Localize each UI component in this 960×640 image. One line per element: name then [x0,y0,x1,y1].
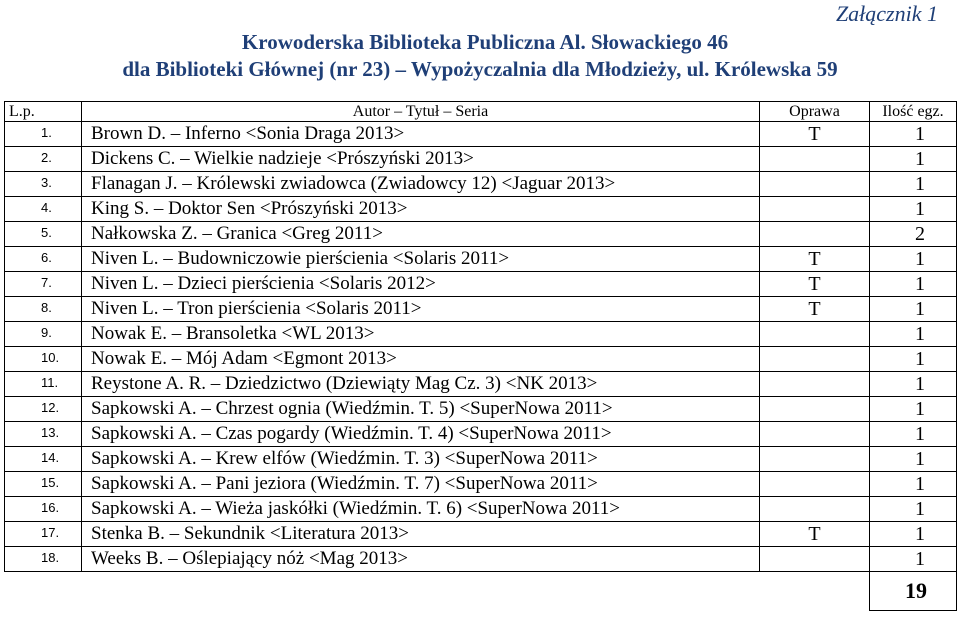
branch-subheading: dla Biblioteki Głównej (nr 23) – Wypożyczalnia dla Młodzieży, ul. Królewska 59 [122,57,838,81]
table-row [5,447,957,472]
table-row [5,497,957,522]
row-quantity: 1 [870,297,957,322]
row-quantity: 1 [870,497,957,522]
row-title: Brown D. – Inferno <Sonia Draga 2013> [82,122,760,147]
total-row-spacer [760,572,870,611]
table-row [5,247,957,272]
row-title: Sapkowski A. – Wieża jaskółki (Wiedźmin. T. 6) <SuperNowa 2011> [82,497,760,522]
row-title: Nowak E. – Bransoletka <WL 2013> [82,322,760,347]
row-binding [760,447,870,472]
row-number: 12. [5,397,82,422]
row-number: 1. [5,122,82,147]
row-number: 2. [5,147,82,172]
table-row [5,472,957,497]
row-number: 7. [5,272,82,297]
row-binding: T [760,522,870,547]
row-quantity: 2 [870,222,957,247]
total-quantity: 19 [870,572,957,611]
row-quantity: 1 [870,472,957,497]
row-quantity: 1 [870,397,957,422]
row-number: 6. [5,247,82,272]
row-title: Sapkowski A. – Krew elfów (Wiedźmin. T. 3) <SuperNowa 2011> [82,447,760,472]
row-quantity: 1 [870,322,957,347]
row-binding [760,347,870,372]
table-header-row [5,102,957,122]
row-binding [760,147,870,172]
row-binding [760,172,870,197]
row-quantity: 1 [870,147,957,172]
row-binding [760,497,870,522]
row-binding: T [760,122,870,147]
row-number: 4. [5,197,82,222]
row-binding [760,372,870,397]
row-title: Nałkowska Z. – Granica <Greg 2011> [82,222,760,247]
row-title: Flanagan J. – Królewski zwiadowca (Zwiadowcy 12) <Jaguar 2013> [82,172,760,197]
row-number: 9. [5,322,82,347]
row-title: Niven L. – Dzieci pierścienia <Solaris 2012> [82,272,760,297]
row-binding [760,197,870,222]
row-number: 8. [5,297,82,322]
total-row [5,572,957,611]
row-quantity: 1 [870,372,957,397]
table-body [5,102,957,611]
row-quantity: 1 [870,347,957,372]
row-title: Sapkowski A. – Czas pogardy (Wiedźmin. T. 4) <SuperNowa 2011> [82,422,760,447]
row-number: 17. [5,522,82,547]
row-number: 5. [5,222,82,247]
row-number: 15. [5,472,82,497]
row-title: Dickens C. – Wielkie nadzieje <Prószyński 2013> [82,147,760,172]
row-title: Sapkowski A. – Pani jeziora (Wiedźmin. T. 7) <SuperNowa 2011> [82,472,760,497]
total-row-spacer [82,572,760,611]
row-title: Reystone A. R. – Dziedzictwo (Dziewiąty Mag Cz. 3) <NK 2013> [82,372,760,397]
row-number: 13. [5,422,82,447]
row-title: Weeks B. – Oślepiający nóż <Mag 2013> [82,547,760,572]
column-header-title: Autor – Tytuł – Seria [82,102,760,122]
table-row [5,347,957,372]
row-quantity: 1 [870,272,957,297]
row-binding [760,222,870,247]
row-number: 14. [5,447,82,472]
row-binding: T [760,297,870,322]
table-row [5,522,957,547]
row-number: 16. [5,497,82,522]
table-row [5,122,957,147]
row-title: Sapkowski A. – Chrzest ognia (Wiedźmin. T. 5) <SuperNowa 2011> [82,397,760,422]
row-title: King S. – Doktor Sen <Prószyński 2013> [82,197,760,222]
total-row-spacer [5,572,82,611]
row-binding [760,547,870,572]
table-row [5,272,957,297]
table-row [5,222,957,247]
row-quantity: 1 [870,447,957,472]
table-row [5,372,957,397]
row-title: Stenka B. – Sekundnik <Literatura 2013> [82,522,760,547]
library-name-heading: Krowoderska Biblioteka Publiczna Al. Słowackiego 46 [241,30,729,54]
row-number: 11. [5,372,82,397]
annex-label: Załącznik 1 [835,1,938,26]
book-list-table [4,101,957,611]
row-quantity: 1 [870,122,957,147]
row-binding [760,322,870,347]
row-quantity: 1 [870,197,957,222]
row-number: 3. [5,172,82,197]
row-title: Niven L. – Budowniczowie pierścienia <Solaris 2011> [82,247,760,272]
table-row [5,322,957,347]
row-quantity: 1 [870,247,957,272]
row-binding [760,472,870,497]
row-binding: T [760,272,870,297]
row-quantity: 1 [870,172,957,197]
row-binding [760,397,870,422]
row-quantity: 1 [870,547,957,572]
row-number: 18. [5,547,82,572]
column-header-qty: Ilość egz. [870,102,957,122]
row-number: 10. [5,347,82,372]
table-row [5,397,957,422]
row-quantity: 1 [870,522,957,547]
row-quantity: 1 [870,422,957,447]
row-title: Niven L. – Tron pierścienia <Solaris 2011> [82,297,760,322]
table-row [5,422,957,447]
column-header-lp: L.p. [5,102,82,122]
table-row [5,172,957,197]
row-title: Nowak E. – Mój Adam <Egmont 2013> [82,347,760,372]
table-row [5,147,957,172]
table-row [5,197,957,222]
table-row [5,547,957,572]
column-header-oprawa: Oprawa [760,102,870,122]
table-row [5,297,957,322]
row-binding [760,422,870,447]
row-binding: T [760,247,870,272]
